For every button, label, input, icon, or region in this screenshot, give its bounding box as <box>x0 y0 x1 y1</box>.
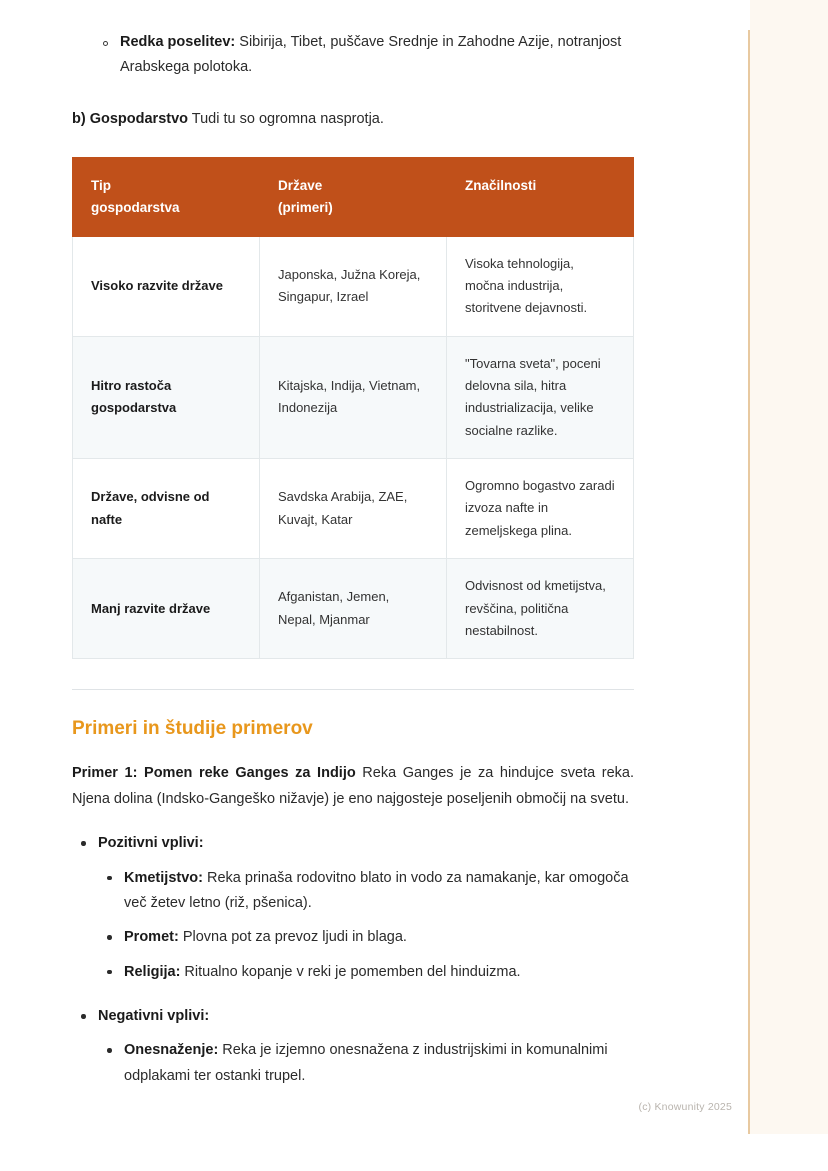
table-header-line: Tip <box>91 178 111 194</box>
example-paragraph <box>72 761 634 813</box>
positive-item-label: Promet: <box>124 929 179 946</box>
table-header-line: Značilnosti <box>465 178 537 194</box>
economy-table <box>72 157 634 659</box>
negative-item-text: Reka je izjemno onesnažena z industrijskimi in komunalnimi odplakami ter ostanki trupel. <box>124 1042 608 1084</box>
table-cell-countries: Savdska Arabija, ZAE, Kuvajt, Katar <box>260 459 447 559</box>
sparse-settlement-label: Redka poselitev: <box>120 34 236 50</box>
table-row <box>73 236 634 336</box>
section-title: Primeri in študije primerov <box>72 718 313 740</box>
table-cell-countries: Japonska, Južna Koreja, Singapur, Izrael <box>260 236 447 336</box>
list-item <box>72 30 634 81</box>
table-header-row <box>73 158 634 236</box>
sparse-settlement-list <box>72 30 634 81</box>
table-row <box>73 559 634 659</box>
positive-item-text: Reka prinaša rodovitno blato in vodo za namakanje, kar omogoča več žetev letno (riž, pšenica). <box>124 869 629 911</box>
positive-item-text: Ritualno kopanje v reki je pomemben del hinduizma. <box>180 963 521 980</box>
positive-impacts-list <box>72 830 634 985</box>
negative-impacts-title: Negativni vplivi: <box>98 1008 210 1025</box>
table-header-line: gospodarstva <box>91 199 180 215</box>
economy-intro <box>72 107 634 132</box>
table-cell-features: Odvisnost od kmetijstva, revščina, politična nestabilnost. <box>447 559 634 659</box>
table-cell-type: Visoko razvite države <box>73 236 260 336</box>
table-header-cell-type <box>73 158 260 236</box>
sparse-settlement-text: Sibirija, Tibet, puščave Srednje in Zahodne Azije, notranjost Arabskega polotoka. <box>120 34 622 76</box>
list-item <box>98 925 634 950</box>
right-margin-rule <box>748 30 750 1134</box>
list-item <box>98 960 634 985</box>
table-cell-type: Manj razvite države <box>73 559 260 659</box>
table-cell-features: Ogromno bogastvo zaradi izvoza nafte in zemeljskega plina. <box>447 459 634 559</box>
positive-item-text: Plovna pot za prevoz ljudi in blaga. <box>178 929 407 946</box>
table-cell-type: Hitro rastoča gospodarstva <box>73 336 260 458</box>
example-text: Reka Ganges je za hindujce sveta reka. Njena dolina (Indsko-Gangeško nižavje) je eno najgosteje poseljenih območij na svetu. <box>72 764 634 807</box>
table-cell-countries: Afganistan, Jemen, Nepal, Mjanmar <box>260 559 447 659</box>
list-item <box>72 1003 634 1089</box>
table-cell-countries: Kitajska, Indija, Vietnam, Indonezija <box>260 336 447 458</box>
positive-item-label: Kmetijstvo: <box>124 869 203 886</box>
table-cell-type: Države, odvisne od nafte <box>73 459 260 559</box>
positive-item-label: Religija: <box>124 963 181 980</box>
negative-impacts-list <box>72 1003 634 1089</box>
table-header-cell-countries <box>260 158 447 236</box>
negative-impacts-sublist <box>98 1038 634 1089</box>
table-header-line: Države <box>278 178 323 194</box>
example-label: Primer 1: Pomen reke Ganges za Indijo <box>72 764 356 781</box>
section-divider <box>72 689 634 690</box>
table-header-line: (primeri) <box>278 199 333 215</box>
positive-impacts-sublist <box>98 866 634 986</box>
table-header-cell-features <box>447 158 634 236</box>
positive-impacts-title: Pozitivni vplivi: <box>98 835 204 852</box>
table-row <box>73 459 634 559</box>
table-row <box>73 336 634 458</box>
copyright-footer: (c) Knowunity 2025 <box>638 1101 732 1113</box>
list-item <box>98 1038 634 1089</box>
economy-intro-text: Tudi tu so ogromna nasprotja. <box>188 110 384 127</box>
economy-intro-label: b) Gospodarstvo <box>72 110 189 127</box>
table-cell-features: "Tovarna sveta", poceni delovna sila, hitra industrializacija, velike socialne razlike. <box>447 336 634 458</box>
table-cell-features: Visoka tehnologija, močna industrija, storitvene dejavnosti. <box>447 236 634 336</box>
document-content <box>72 30 634 1089</box>
negative-item-label: Onesnaženje: <box>124 1042 219 1059</box>
list-item <box>72 830 634 985</box>
list-item <box>98 866 634 917</box>
right-margin-strip <box>750 0 828 1134</box>
